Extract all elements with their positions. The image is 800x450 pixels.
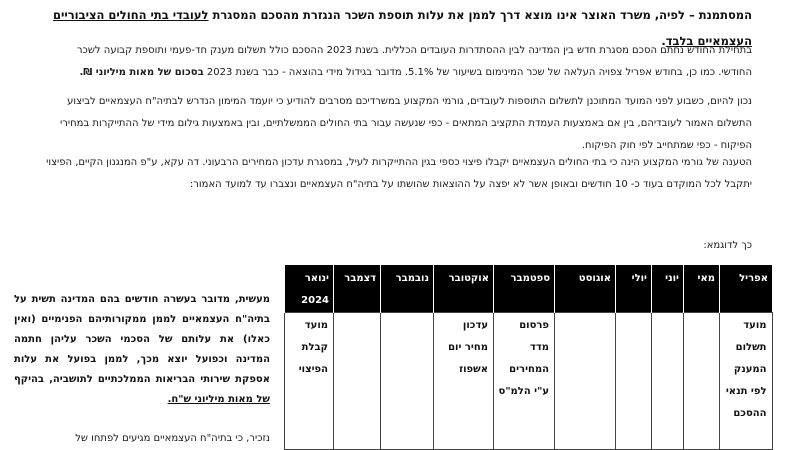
header-cell: אפריל — [720, 265, 773, 313]
schedule-data-row — [285, 313, 773, 450]
header-cell: ספטמבר — [494, 265, 555, 313]
header-cell: אוקטובר — [434, 265, 494, 313]
table-cell — [334, 313, 381, 450]
table-cell: פרסום מדד המחירים ע"י הלמ"ס — [494, 313, 555, 450]
schedule-table — [284, 265, 773, 450]
paragraph-funding: נכון להיום, כשבוע לפני המועד המתוכנן לתשלום התוספות לעובדים, גורמי המקצוע במשרדיכם מסרבים להודיע כי יועמד המימון הנדרש לבתיה"ח העצמאיים לביצוע התשלום האמור לעובדיהם, בין אם באמצעות העמדת התקציב המתאים - כפי שנעשה עבור בתי החולים הממשלתיים, ובין באמצעות גילום מידי של ההתייקרות במחירי הפיקוח - כפי שמתחייב לפי חוק הפיקוח. — [60, 96, 752, 151]
paragraph-agreement — [40, 40, 752, 84]
header-cell: יולי — [616, 265, 652, 313]
side-note-underlined: של מאות מיליוני ש"ח. — [167, 394, 270, 405]
header-cell: דצמבר — [334, 265, 381, 313]
header-cell: נובמבר — [381, 265, 434, 313]
table-cell — [684, 313, 720, 450]
side-note — [14, 290, 270, 410]
paragraph-agreement-text: בתחילת החודש נחתם הסכם מסגרת חדש בין המדינה לבין ההסתדרות העובדים הכללית. בשנת 2023 ההסכם כולל תשלום מענק חד-פעמי ותוספת קבועה לשכר החודשי. כמו כן, בחודש אפריל צפויה העלאה של שכר המינימום בשיעור של 5.1%. מדובר בגידול מידי בהוצאה - כבר בשנת 2023 — [76, 45, 752, 78]
example-label: כך לדוגמא: — [703, 240, 752, 251]
paragraph-agreement-bold: בסכום של מאות מיליוני ₪. — [79, 67, 204, 78]
table-cell — [381, 313, 434, 450]
paragraph-claim: הטענה של גורמי המקצוע הינה כי בתי החולים העצמאיים יקבלו פיצוי כספי בגין ההתייקרות לעיל, במסגרת עדכון המחירים הרבעוני. דה עקא, ע"פ המנגנון הקיים, הפיצוי יתקבל לכל המוקדם בעוד כ- 10 חודשים ובאופן אשר לא יפצה על ההוצאות שהושתו על בתיה"ח העצמאיים ונצברו עד למועד האמור: — [46, 157, 752, 190]
header-cell: אוגוסט — [555, 265, 616, 313]
side-note-text: מעשית, מדובר בעשרה חודשים בהם המדינה תשית על בתיה"ח העצמאיים לממן ממקורותיהם הפנימיים (ואין כאלו) את עלותם של הסכמי השכר עליהן חתמה המדינה וכפועל יוצא מכך, לממן בפועל את עלות אספקת שירותי הבריאות הממלכתיים לתושביה, בהיקף — [14, 294, 270, 385]
schedule-header-row — [285, 265, 773, 313]
header-cell: יוני — [652, 265, 684, 313]
table-cell: עדכון מחיר יום אשפוז — [434, 313, 494, 450]
header-text-start: המסתמנת – לפיה, משרד האוצר אינו מוצא דרך לממן את עלות תוספת השכר הנגזרת מהסכם המסגרת — [208, 8, 752, 22]
table-cell — [616, 313, 652, 450]
header-text-end: . — [661, 34, 666, 48]
header-cell: ינואר 2024 — [285, 265, 334, 313]
footer-paragraph: נזכיר, כי בתיה"ח העצמאיים מגיעים לפתחו של — [75, 433, 270, 444]
table-cell: מועד קבלת הפיצוי — [285, 313, 334, 450]
header-underlined-text: לעובדי בתי החולים הציבוריים העצמאיים בלבד — [52, 8, 752, 48]
table-cell — [652, 313, 684, 450]
table-cell: מועד תשלום המענק לפי תנאי ההסכם — [720, 313, 773, 450]
table-cell — [555, 313, 616, 450]
header-cell: מאי — [684, 265, 720, 313]
